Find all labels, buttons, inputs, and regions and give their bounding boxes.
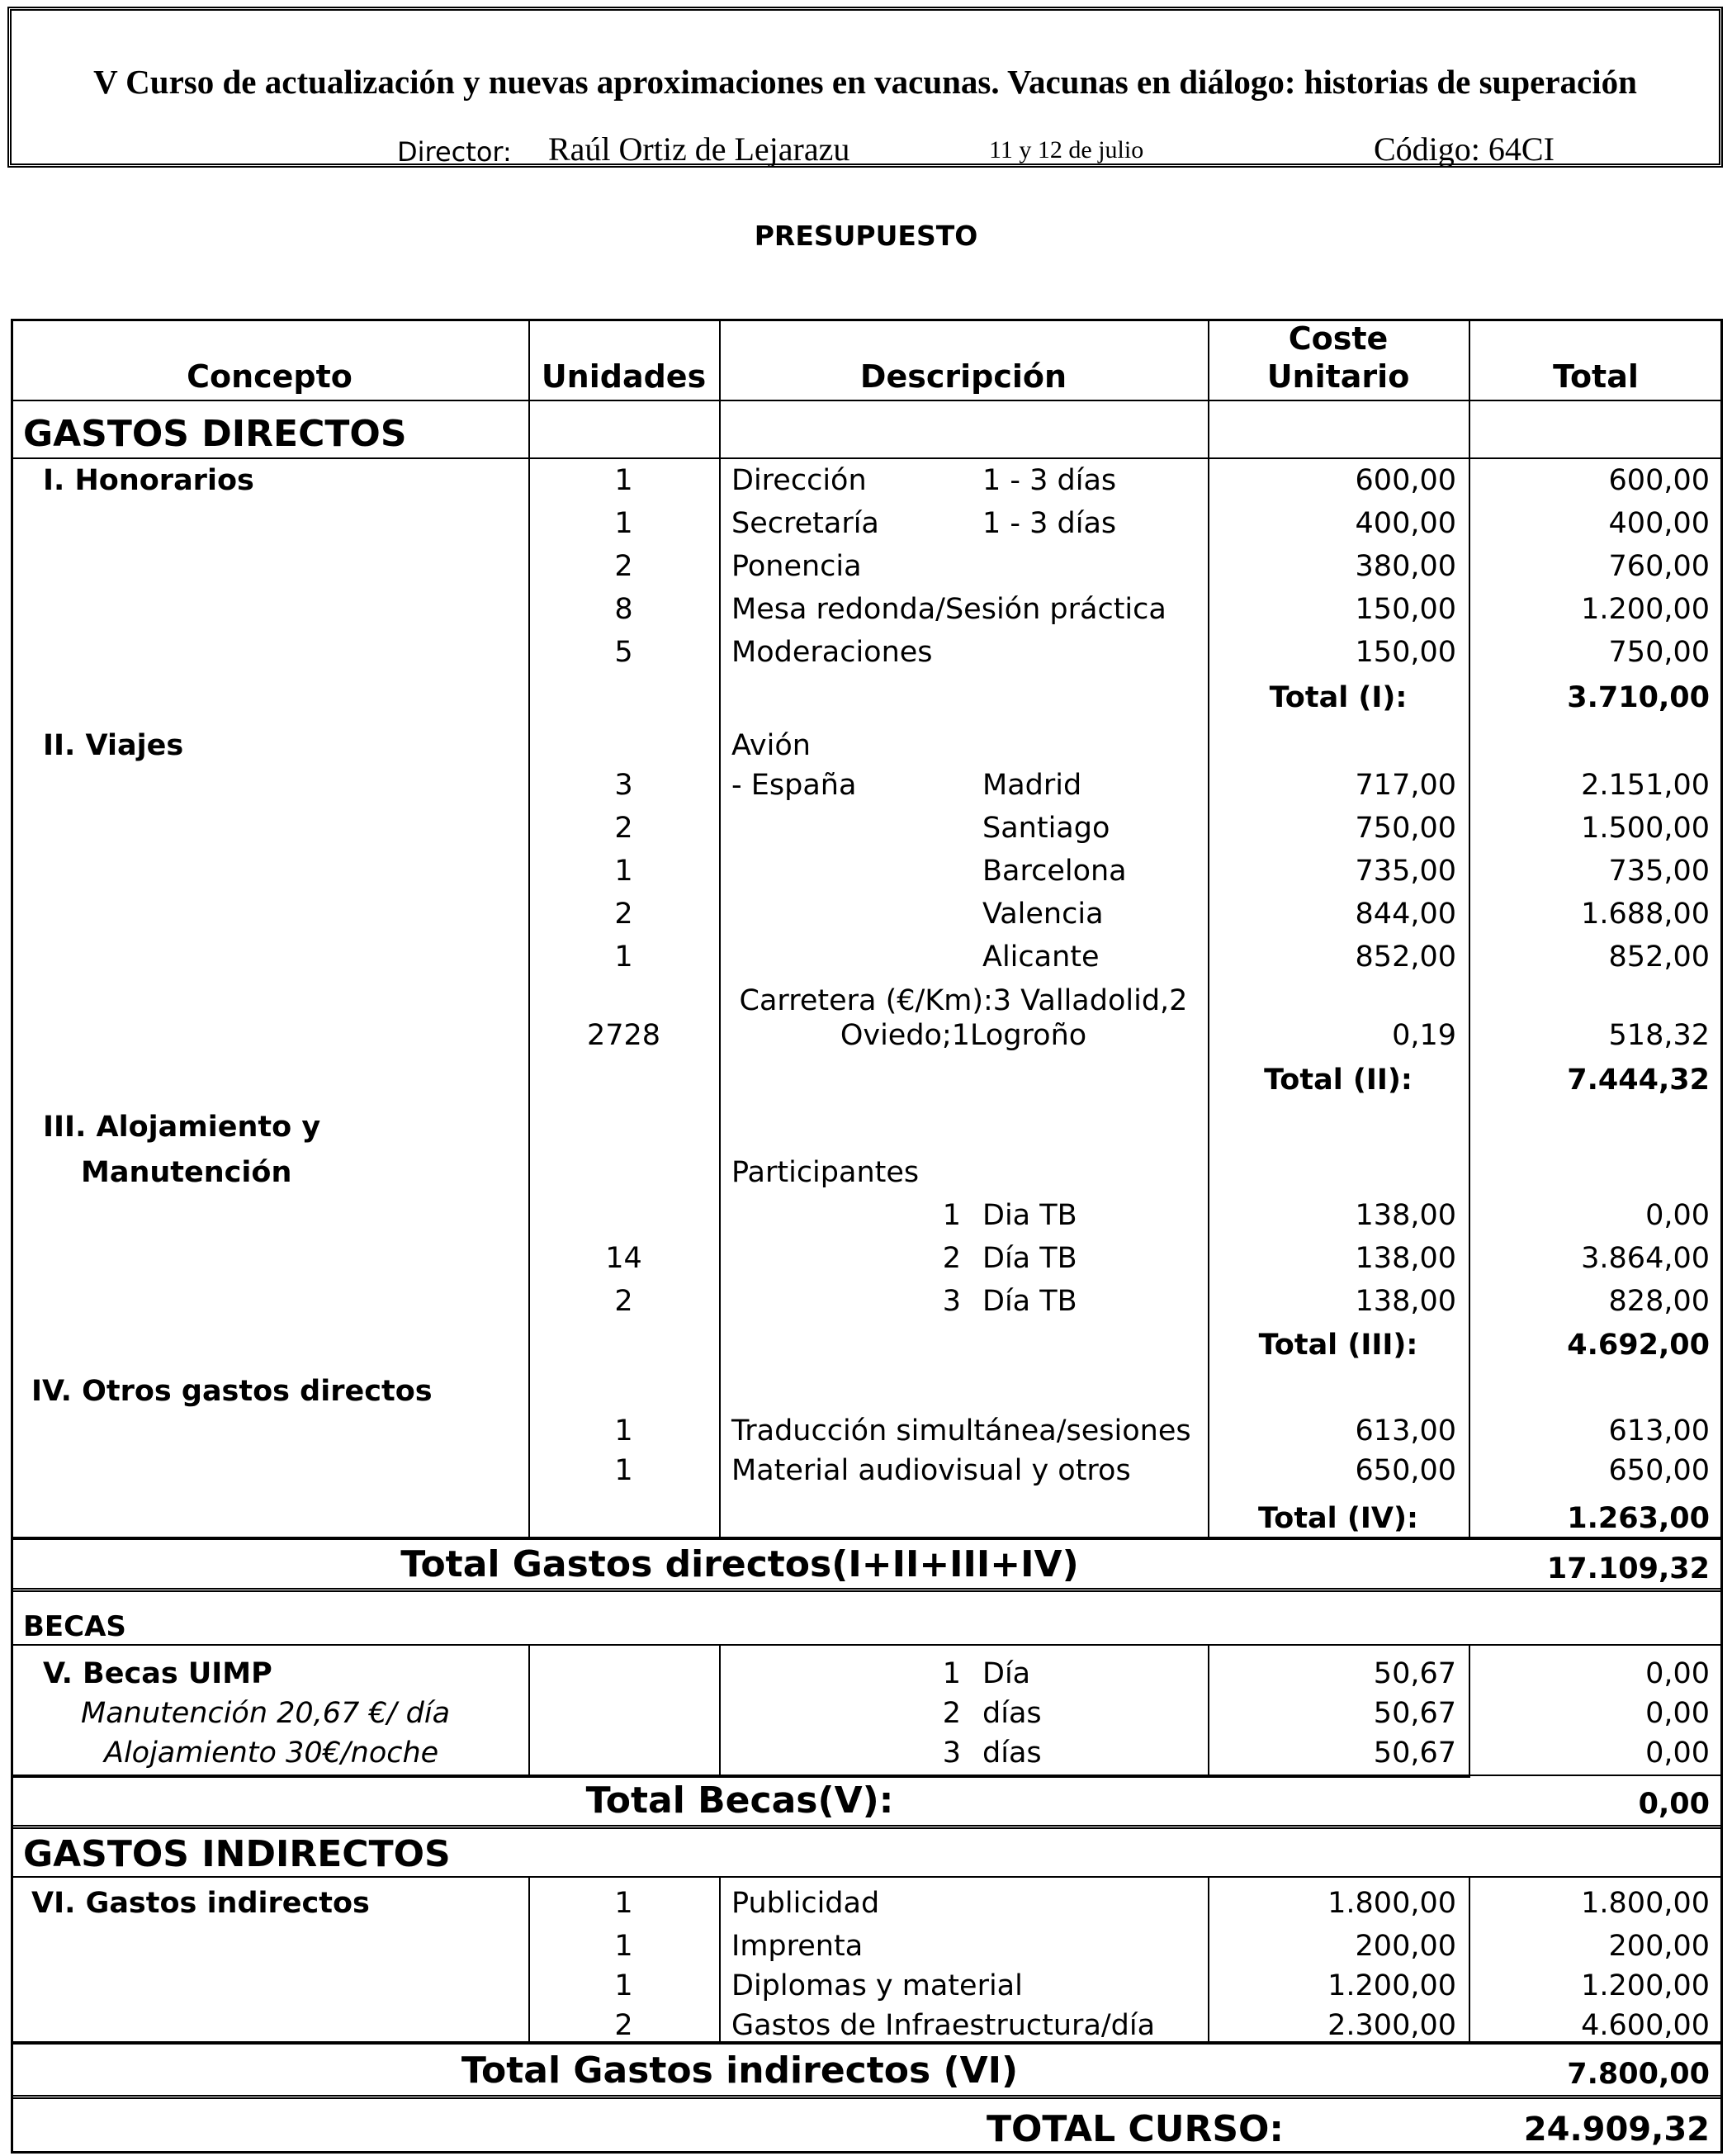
unit-cost-cell: 852,00 [1355, 941, 1456, 974]
unit-cost-cell: 138,00 [1355, 1199, 1456, 1232]
subtotal-label: Total (II): [1264, 1064, 1413, 1097]
day-label-cell: Día TB [982, 1242, 1077, 1275]
units-cell: 2 [614, 1285, 633, 1318]
description-cell: Secretaría [731, 507, 879, 540]
units-cell: 1 [614, 464, 633, 497]
units-cell: 1 [614, 507, 633, 540]
total-indirectos-label: Total Gastos indirectos (VI) [461, 2049, 1019, 2092]
unit-cost-cell: 1.200,00 [1327, 1969, 1456, 2002]
city-cell: Valencia [982, 898, 1104, 931]
description-cell: Traducción simultánea/sesiones [731, 1414, 1191, 1448]
units-cell: 1 [614, 1930, 633, 1963]
column-divider [719, 1646, 721, 1778]
total-cell: 1.688,00 [1581, 898, 1710, 931]
course-header [7, 7, 1723, 168]
section-heading-directos: GASTOS DIRECTOS [23, 413, 407, 455]
total-indirectos-value: 7.800,00 [1567, 2058, 1710, 2091]
row-rule [11, 1644, 1723, 1646]
total-cell: 2.151,00 [1581, 769, 1710, 802]
unit-cost-cell: 200,00 [1355, 1930, 1456, 1963]
units-cell: 1 [614, 1969, 633, 2002]
subtotal-label: Total (III): [1258, 1329, 1418, 1362]
row-rule [11, 1537, 1723, 1540]
total-cell: 650,00 [1608, 1454, 1710, 1487]
units-cell: 1 [614, 1414, 633, 1448]
grand-total-value: 24.909,32 [1523, 2111, 1710, 2149]
total-cell: 518,32 [1608, 1019, 1710, 1052]
day-label-cell: Día [982, 1657, 1031, 1690]
concept-otros: IV. Otros gastos directos [31, 1375, 433, 1408]
description-cell: Diplomas y material [731, 1969, 1023, 2002]
total-cell: 613,00 [1608, 1414, 1710, 1448]
day-label-cell: días [982, 1737, 1042, 1770]
total-cell: 0,00 [1645, 1199, 1710, 1232]
total-cell: 4.600,00 [1581, 2009, 1710, 2042]
course-title: V Curso de actualización y nuevas aproximaciones en vacunas. Vacunas en diálogo: historias de superación [93, 63, 1637, 101]
total-cell: 600,00 [1608, 464, 1710, 497]
total-becas-value: 0,00 [1638, 1788, 1710, 1821]
becas-note-alojamiento: Alojamiento 30€/noche [104, 1737, 439, 1770]
day-label-cell: Dia TB [982, 1199, 1077, 1232]
road-description-line1: Carretera (€/Km):3 Valladolid,2 [739, 984, 1188, 1017]
road-description-line2: Oviedo;1Logroño [840, 1019, 1087, 1052]
day-label-cell: Día TB [982, 1285, 1077, 1318]
col-header-coste-1: Coste [1288, 320, 1389, 357]
col-header-descripcion: Descripción [859, 358, 1067, 395]
day-label-cell: días [982, 1697, 1042, 1730]
subtotal-label: Total (IV): [1258, 1502, 1418, 1535]
concept-honorarios: I. Honorarios [43, 464, 254, 497]
unit-cost-cell: 613,00 [1355, 1414, 1456, 1448]
unit-cost-cell: 150,00 [1355, 593, 1456, 626]
description-cell: Mesa redonda/Sesión práctica [731, 593, 1166, 626]
total-cell: 1.200,00 [1581, 1969, 1710, 2002]
total-cell: 0,00 [1645, 1657, 1710, 1690]
unit-cost-cell: 650,00 [1355, 1454, 1456, 1487]
group-label: Participantes [731, 1156, 920, 1189]
unit-cost-cell: 138,00 [1355, 1242, 1456, 1275]
total-cell: 3.864,00 [1581, 1242, 1710, 1275]
subtotal-value: 3.710,00 [1567, 681, 1710, 714]
description-cell: Moderaciones [731, 636, 933, 669]
page-heading: PRESUPUESTO [754, 220, 978, 252]
row-rule [11, 1588, 1723, 1592]
concept-becas: V. Becas UIMP [43, 1657, 272, 1690]
travel-mode: Avión [731, 729, 811, 762]
day-number-cell: 3 [942, 1737, 961, 1770]
day-number-cell: 2 [942, 1242, 961, 1275]
subtotal-label: Total (I): [1269, 681, 1408, 714]
total-cell: 1.200,00 [1581, 593, 1710, 626]
duration-cell: 1 - 3 días [982, 464, 1117, 497]
total-cell: 760,00 [1608, 550, 1710, 583]
unit-cost-cell: 138,00 [1355, 1285, 1456, 1318]
row-rule [11, 400, 1723, 401]
total-cell: 1.500,00 [1581, 812, 1710, 845]
day-number-cell: 1 [942, 1657, 961, 1690]
unit-cost-cell: 2.300,00 [1327, 2009, 1456, 2042]
city-cell: Santiago [982, 812, 1110, 845]
concept-alojamiento-line1: III. Alojamiento y [43, 1111, 321, 1144]
unit-cost-cell: 735,00 [1355, 855, 1456, 888]
col-header-coste-2: Unitario [1266, 358, 1410, 395]
total-cell: 852,00 [1608, 941, 1710, 974]
subtotal-value: 7.444,32 [1567, 1064, 1710, 1097]
row-rule [11, 2095, 1723, 2099]
units-cell: 1 [614, 941, 633, 974]
section-heading-indirectos: GASTOS INDIRECTOS [23, 1833, 451, 1875]
unit-cost-cell: 400,00 [1355, 507, 1456, 540]
unit-cost-cell: 150,00 [1355, 636, 1456, 669]
col-header-total: Total [1553, 358, 1639, 395]
description-cell: Ponencia [731, 550, 862, 583]
units-cell: 14 [605, 1242, 642, 1275]
total-cell: 400,00 [1608, 507, 1710, 540]
description-cell: Material audiovisual y otros [731, 1454, 1131, 1487]
total-cell: 200,00 [1608, 1930, 1710, 1963]
concept-viajes: II. Viajes [43, 729, 184, 762]
total-cell: 735,00 [1608, 855, 1710, 888]
day-number-cell: 3 [942, 1285, 961, 1318]
units-cell: 1 [614, 1454, 633, 1487]
subtotal-value: 4.692,00 [1567, 1329, 1710, 1362]
total-directos-label: Total Gastos directos(I+II+III+IV) [400, 1543, 1079, 1585]
director-label: Director: [397, 136, 512, 168]
day-number-cell: 2 [942, 1697, 961, 1730]
day-number-cell: 1 [942, 1199, 961, 1232]
total-cell: 828,00 [1608, 1285, 1710, 1318]
units-cell: 5 [614, 636, 633, 669]
travel-region: - España [731, 769, 857, 802]
course-code: Código: 64CI [1374, 130, 1555, 168]
units-cell: 8 [614, 593, 633, 626]
column-divider [719, 1877, 721, 2042]
becas-note-manutencion: Manutención 20,67 €/ día [81, 1697, 451, 1730]
total-becas-label: Total Becas(V): [585, 1779, 894, 1822]
unit-cost-cell: 600,00 [1355, 464, 1456, 497]
description-cell: Imprenta [731, 1930, 864, 1963]
col-header-unidades: Unidades [541, 358, 707, 395]
unit-cost-cell: 50,67 [1373, 1657, 1456, 1690]
units-cell: 2 [614, 898, 633, 931]
description-cell: Gastos de Infraestructura/día [731, 2009, 1156, 2042]
description-cell: Publicidad [731, 1887, 880, 1920]
duration-cell: 1 - 3 días [982, 507, 1117, 540]
total-cell: 750,00 [1608, 636, 1710, 669]
unit-cost-cell: 1.800,00 [1327, 1887, 1456, 1920]
units-cell: 2 [614, 550, 633, 583]
unit-cost-cell: 50,67 [1373, 1697, 1456, 1730]
description-cell: Dirección [731, 464, 867, 497]
units-cell: 2 [614, 812, 633, 845]
units-cell: 1 [614, 1887, 633, 1920]
section-heading-becas: BECAS [23, 1610, 126, 1643]
units-cell: 3 [614, 769, 633, 802]
column-divider [719, 319, 721, 1540]
units-cell: 2728 [586, 1019, 661, 1052]
subtotal-value: 1.263,00 [1567, 1502, 1710, 1535]
city-cell: Alicante [982, 941, 1100, 974]
row-rule [11, 1876, 1723, 1878]
concept-alojamiento-line2: Manutención [81, 1156, 292, 1189]
course-dates: 11 y 12 de julio [989, 136, 1144, 163]
row-rule [11, 1825, 1723, 1829]
units-cell: 1 [614, 855, 633, 888]
column-divider [528, 1646, 530, 1778]
total-directos-value: 17.109,32 [1546, 1552, 1710, 1585]
total-cell: 0,00 [1645, 1697, 1710, 1730]
unit-cost-cell: 0,19 [1392, 1019, 1456, 1052]
row-rule [1469, 1775, 1723, 1776]
concept-indirectos: VI. Gastos indirectos [31, 1887, 370, 1920]
city-cell: Madrid [982, 769, 1082, 802]
director-name: Raúl Ortiz de Lejarazu [548, 130, 850, 168]
row-rule [11, 457, 1723, 459]
units-cell: 2 [614, 2009, 633, 2042]
total-cell: 0,00 [1645, 1737, 1710, 1770]
unit-cost-cell: 50,67 [1373, 1737, 1456, 1770]
city-cell: Barcelona [982, 855, 1127, 888]
total-cell: 1.800,00 [1581, 1887, 1710, 1920]
unit-cost-cell: 380,00 [1355, 550, 1456, 583]
unit-cost-cell: 844,00 [1355, 898, 1456, 931]
col-header-concepto: Concepto [187, 358, 353, 395]
row-rule [11, 1775, 1469, 1778]
grand-total-label: TOTAL CURSO: [987, 2108, 1285, 2150]
unit-cost-cell: 750,00 [1355, 812, 1456, 845]
unit-cost-cell: 717,00 [1355, 769, 1456, 802]
